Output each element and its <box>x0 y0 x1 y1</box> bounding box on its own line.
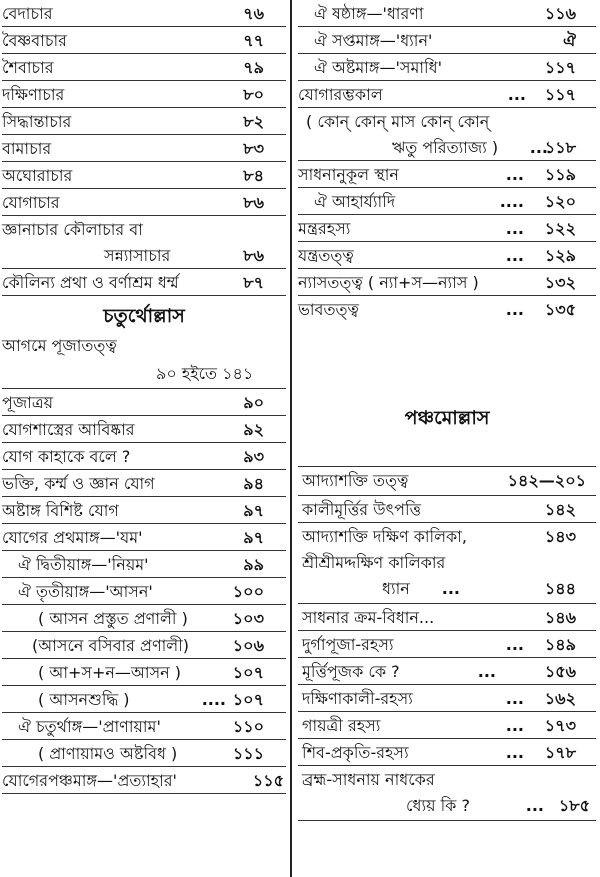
section-heading: চতুর্থোল্লাস <box>103 305 185 327</box>
toc-row: শৈবাচার ৭৯ <box>2 54 286 81</box>
toc-row: অষ্টাঙ্গ বিশিষ্ট যোগ ৯৭ <box>2 497 286 524</box>
toc-row: ( কোন্ কোন্ মাস কোন্ কোন্ <box>306 112 490 131</box>
toc-row: ভক্তি, কর্ম্ম ও জ্ঞান যোগ ৯৪ <box>2 470 286 497</box>
toc-row: ব্রহ্ম-সাধনায় নাধকের <box>302 770 435 789</box>
toc-row: পূজাত্রয় ৯০ <box>2 389 286 416</box>
toc-row: বৈষ্ণবাচার ৭৭ <box>2 27 286 54</box>
toc-row: ধ্যান ... ১৪৪ <box>298 575 596 604</box>
toc-row: যোগাচার ৮৬ <box>2 189 286 216</box>
toc-row: কালীমূর্ত্তির উৎপত্তি ১৪২ <box>298 496 596 523</box>
right-column <box>298 0 596 821</box>
toc-row: যোগেরপঞ্চমাঙ্গ—'প্রত্যাহার' ১১৫ <box>2 767 286 794</box>
toc-row: সিদ্ধান্তাচার ৮২ <box>2 108 286 135</box>
toc-row: মন্ত্ররহস্য ... ১২২ <box>298 215 596 242</box>
toc-row: ঐ দ্বিতীয়াঙ্গ—'নিয়ম' ৯৯ <box>2 551 286 578</box>
toc-row: সাধনার ক্রম-বিধান... ১৪৬ <box>298 604 596 631</box>
toc-row: যোগের প্রথমাঙ্গ—'যম' ৯৭ <box>2 524 286 551</box>
toc-row: যোগারম্ভকাল ... ১১৭ <box>298 81 596 108</box>
spacer <box>298 322 596 398</box>
toc-row: যোগশাস্ত্রের আবিষ্কার ৯২ <box>2 416 286 443</box>
toc-row: যন্ত্রতত্ত্ব ... ১২৯ <box>298 242 596 269</box>
toc-row: ঐ চতুর্থাঙ্গ—'প্রাণায়াম' ১১০ <box>2 713 286 740</box>
column-divider <box>290 0 292 877</box>
toc-row: ঐ অষ্টমাঙ্গ—'সমাধি' ১১৭ <box>298 54 596 81</box>
toc-row: বামাচার ৮৩ <box>2 135 286 162</box>
toc-row: আদ্যাশক্তি দক্ষিণ কালিকা, ১৪৩ <box>302 527 576 546</box>
toc-row: আগমে পূজাতত্ত্ব <box>2 336 117 355</box>
toc-row: (আসনে বসিবার প্রণালী) ১০৬ <box>2 632 286 659</box>
toc-row: সন্ন্যাসাচার ৮৬ <box>2 242 286 269</box>
toc-row: কৌলিন্য প্রথা ও বর্ণাশ্রম ধর্ম্ম ৮৭ <box>2 269 286 296</box>
toc-row: ন্যাসতত্ত্ব ( ন্যা+স—ন্যাস ) ১৩২ <box>298 269 596 296</box>
toc-row: দুর্গাপূজা-রহস্য ... ১৪৯ <box>298 631 596 658</box>
toc-row: ঐ ষষ্ঠাঙ্গ—'ধারণা ১১৬ <box>298 0 596 27</box>
toc-row: ধ্যেয় কি ? ... ১৮৫ <box>298 792 596 821</box>
toc-row: শিব-প্রকৃতি-রহস্য ... ১৭৮ <box>298 739 596 766</box>
toc-row: জ্ঞানাচার কৌলাচার বা <box>2 220 143 239</box>
toc-row: যোগ কাহাকে বলে ? ৯৩ <box>2 443 286 470</box>
toc-row: শ্রীশ্রীমদ্দক্ষিণ কালিকার <box>302 553 446 572</box>
toc-row: ( আ+স+ন—আসন ) ১০৭ <box>2 659 286 686</box>
toc-row: ( প্রাণায়ামও অষ্টবিধ ) ১১১ <box>2 740 286 767</box>
toc-row: দক্ষিণাকালী-রহস্য ... ১৬২ <box>298 685 596 712</box>
toc-row: মূর্ত্তিপূজক কে ? ... ১৫৬ <box>298 658 596 685</box>
toc-row: ঐ তৃতীয়াঙ্গ—'আসন' ১০০ <box>2 578 286 605</box>
toc-row: ঋতু পরিত্যাজ্য ) ... ১১৮ <box>298 134 596 161</box>
toc-row: বেদাচার ৭৬ <box>2 0 286 27</box>
toc-row: অঘোরাচার ৮৪ <box>2 162 286 189</box>
spacer <box>298 438 596 466</box>
toc-row: ঐ আহার্য্যাদি .... ১২০ <box>298 188 596 215</box>
left-column <box>2 0 286 794</box>
toc-row: আদ্যাশক্তি তত্ত্ব ১৪২—২০১ <box>298 466 596 496</box>
page-range: ৯০ হইতে ১৪১ <box>2 360 286 389</box>
toc-row: সাধনানুকূল স্থান ... ১১৯ <box>298 161 596 188</box>
toc-row: ভাবতত্ত্ব ... ১৩৫ <box>298 300 576 319</box>
toc-row: ( আসন প্রস্তুত প্রণালী ) ১০৩ <box>2 605 286 632</box>
toc-row: ( আসনশুদ্ধি ) .... ১০৭ <box>2 686 286 713</box>
section-heading: পঞ্চমোল্লাস <box>404 407 490 429</box>
toc-row: ঐ সপ্তমাঙ্গ—'ধ্যান' ঐ <box>298 27 596 54</box>
toc-row: দক্ষিণাচার ৮০ <box>2 81 286 108</box>
toc-row: গায়ত্রী রহস্য ... ১৭৩ <box>298 712 596 739</box>
